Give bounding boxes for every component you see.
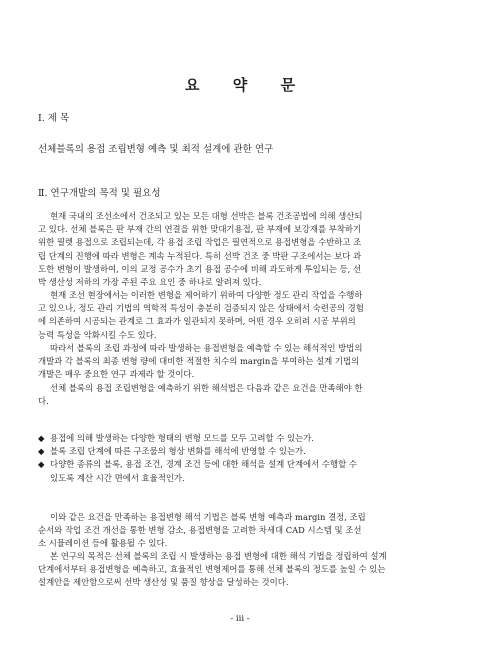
text-line: 본 연구의 목적은 선체 블록의 조립 시 발생하는 용접 변형에 대한 해석 기법을 정립하여 설계 bbox=[50, 551, 387, 561]
text-line: 개발과 각 블록의 최종 변형 량에 대비한 적절한 치수의 margin을 부여하는 설계 기법의 bbox=[38, 356, 360, 367]
text-line: 위한 필렛 용접으로 조립되는데, 각 용접 조립 작업은 필연적으로 용접변형을 수반하고 조 bbox=[38, 237, 362, 248]
text-line: 고 있으나, 정도 관리 기법의 역학적 특성이 충분히 검증되지 않은 상태에서 숙련공의 경험 bbox=[38, 303, 364, 314]
text-line: 능력 특성을 악화시킬 수도 있다. bbox=[38, 329, 157, 340]
text-line: 선체 블록의 용접 조립변형을 예측하기 위한 해석법은 다음과 같은 요건을 만족해야 한 bbox=[50, 383, 363, 393]
text-line: 현재 조선 현장에서는 이러한 변형을 제어하기 위하여 다양한 정도 관리 작업을 수행하 bbox=[50, 290, 363, 300]
list-item-text: 다양한 종류의 블록, 용접 조건, 경계 조건 등에 대한 해석을 설계 단계에서 수행할 수 bbox=[50, 459, 357, 470]
research-subject: 선체블록의 용접 조립변형 예측 및 최적 설계에 관한 연구 bbox=[38, 144, 274, 155]
text-line: 순서와 작업 조건 개선을 통한 변형 감소, 용접변형을 고려한 차세대 CAD 시스템 및 조선 bbox=[38, 525, 362, 536]
body-paragraph bbox=[38, 550, 444, 590]
section-heading-title: Ⅰ. 제 목 bbox=[38, 113, 70, 124]
text-line: 설계안을 제안함으로써 선박 생산성 및 품질 향상을 달성하는 것이다. bbox=[38, 577, 289, 588]
list-item-text: 용접에 의해 발생하는 다양한 형태의 변형 모드를 모두 고려할 수 있는가. bbox=[50, 433, 314, 443]
body-paragraph bbox=[38, 289, 444, 342]
list-item-continuation: 있도록 계산 시간 면에서 효율적인가. bbox=[50, 472, 185, 483]
text-line: 현재 국내의 조선소에서 건조되고 있는 모든 대형 선박은 블록 건조공법에 의해 생산되 bbox=[50, 211, 363, 221]
diamond-bullet-icon: ◆ bbox=[38, 433, 45, 443]
text-line: 고 있다. 선체 블록은 판 부재 간의 연결을 위한 맞대기용접, 판 부재에 보강재를 부착하기 bbox=[38, 224, 362, 235]
text-line: 따라서 블록의 조립 과정에 따라 발생하는 용접변형을 예측할 수 있는 해석적인 방법의 bbox=[50, 343, 363, 353]
text-line: 개발은 매우 중요한 연구 과제라 할 것이다. bbox=[38, 369, 195, 380]
body-paragraph bbox=[38, 210, 444, 289]
text-line: 박 생산성 저하의 가장 주된 주요 요인 중 하나로 알려져 있다. bbox=[38, 277, 262, 288]
list-item bbox=[38, 458, 448, 471]
text-line: 에 의존하여 시공되는 관계로 그 효과가 일관되지 못하며, 어떤 경우 오히려 시공 부위의 bbox=[38, 316, 356, 327]
text-line: 립 단계의 진행에 따라 변형은 계속 누적된다. 특히 선박 건조 중 박판 구조에서는 보다 과 bbox=[38, 250, 362, 261]
diamond-bullet-icon: ◆ bbox=[38, 459, 45, 470]
list-item bbox=[38, 432, 448, 445]
list-item-text: 블록 조립 단계에 따른 구조물의 형상 변화를 해석에 반영할 수 있는가. bbox=[50, 446, 306, 457]
body-paragraph bbox=[38, 342, 444, 382]
text-line: 소 시뮬레이션 등에 활용될 수 있다. bbox=[38, 538, 168, 549]
page-title: 요 약 문 bbox=[185, 76, 309, 94]
requirements-list bbox=[38, 432, 448, 485]
text-line: 도한 변형이 발생하여, 이의 교정 공수가 초기 용접 공수에 비해 과도하게 투입되는 등, 선 bbox=[38, 263, 362, 274]
diamond-bullet-icon: ◆ bbox=[38, 446, 45, 457]
body-paragraph bbox=[38, 382, 444, 408]
list-item bbox=[38, 445, 448, 458]
body-paragraph bbox=[38, 511, 444, 551]
text-line: 이와 같은 요건을 만족하는 용접변형 해석 기법은 블록 변형 예측과 margin 결정, 조립 bbox=[50, 512, 366, 522]
page-number: - iii - bbox=[230, 614, 250, 624]
text-line: 다. bbox=[38, 396, 49, 407]
text-line: 단계에서부터 용접변형을 예측하고, 효율적인 변형제어를 통해 선체 블록의 정도를 높일 수 있는 bbox=[38, 564, 386, 575]
section-heading-purpose: Ⅱ. 연구개발의 목적 및 필요성 bbox=[38, 188, 161, 199]
